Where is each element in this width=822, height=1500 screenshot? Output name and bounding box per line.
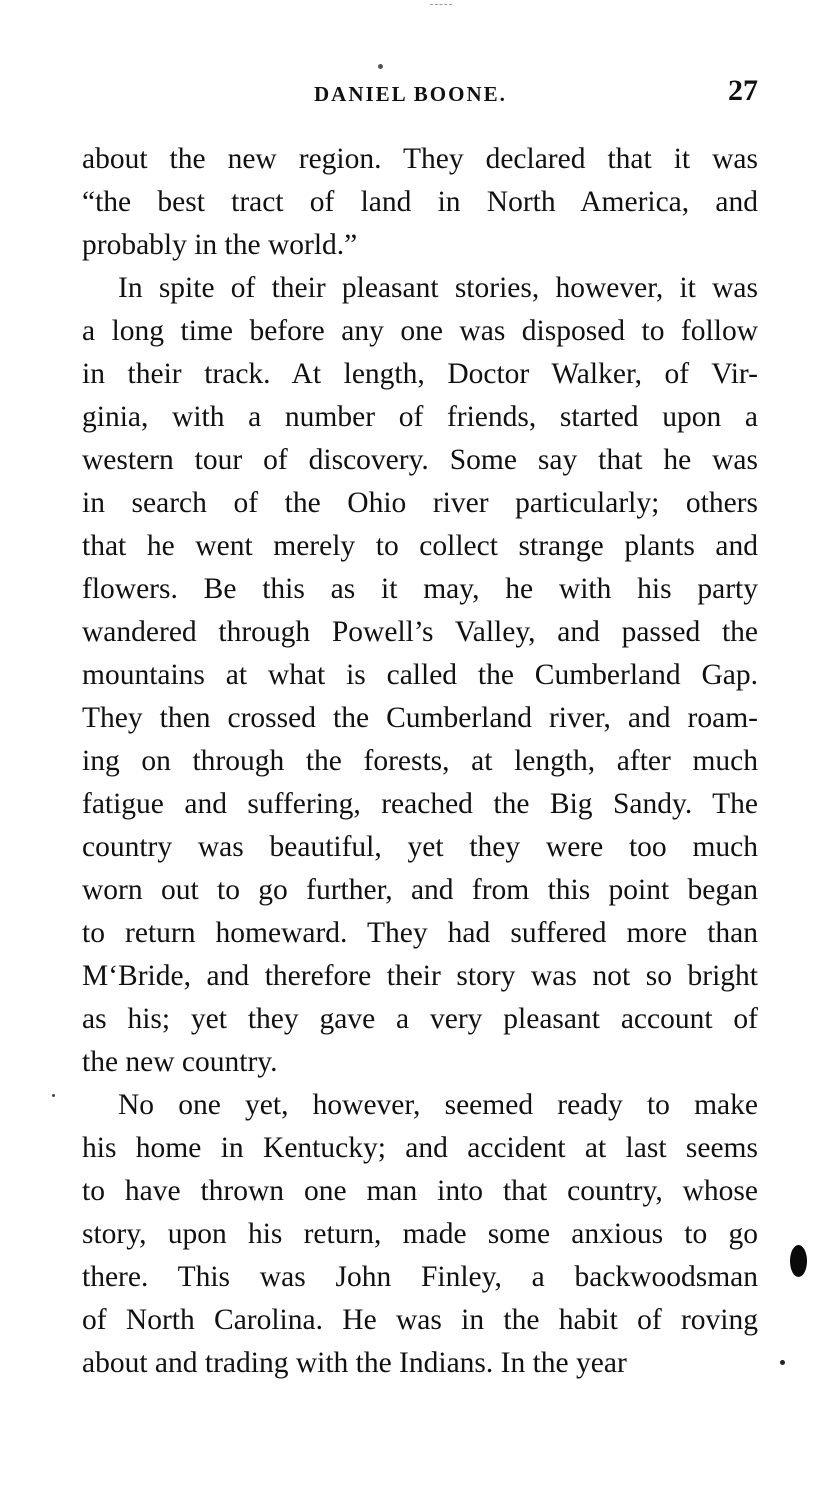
text-line: as his; yet they gave a very pleasant account of <box>82 1003 758 1035</box>
running-title: DANIEL BOONE. <box>314 82 507 106</box>
text-line: to return homeward. They had suffered more than <box>82 917 758 949</box>
ink-blot <box>790 1245 807 1277</box>
scan-speck <box>378 64 383 69</box>
text-line: probably in the world.” <box>82 229 358 261</box>
ink-dot <box>780 1360 785 1365</box>
text-line: in search of the Ohio river particularly; others <box>82 487 758 519</box>
text-line: that he went merely to collect strange plants and <box>82 530 758 562</box>
text-line: western tour of discovery. Some say that he was <box>82 444 758 476</box>
text-line: mountains at what is called the Cumberland Gap. <box>82 659 758 691</box>
body-text <box>82 138 758 1385</box>
text-line: about the new region. They declared that it was <box>82 143 758 175</box>
margin-speck <box>52 1094 55 1097</box>
text-line: fatigue and suffering, reached the Big Sandy. The <box>82 788 758 820</box>
text-line: the new country. <box>82 1046 278 1078</box>
text-line: story, upon his return, made some anxious to go <box>82 1218 758 1250</box>
text-line: “the best tract of land in North America, and <box>82 186 758 218</box>
text-line: wandered through Powell’s Valley, and passed the <box>82 616 758 648</box>
paragraph <box>82 1084 758 1385</box>
scan-artifact <box>430 4 452 7</box>
text-line: about and trading with the Indians. In the year <box>82 1347 627 1379</box>
text-line: of North Carolina. He was in the habit of roving <box>82 1304 758 1336</box>
text-line: his home in Kentucky; and accident at last seems <box>82 1132 758 1164</box>
running-head <box>82 72 758 116</box>
text-line: ing on through the forests, at length, after much <box>82 745 758 777</box>
text-line: in their track. At length, Doctor Walker, of Vir- <box>82 358 758 390</box>
paragraph <box>82 138 758 267</box>
text-line: there. This was John Finley, a backwoodsman <box>82 1261 758 1293</box>
text-line: No one yet, however, seemed ready to make <box>118 1089 758 1121</box>
text-line: worn out to go further, and from this point began <box>82 874 758 906</box>
text-line: ginia, with a number of friends, started upon a <box>82 401 758 433</box>
text-line: M‘Bride, and therefore their story was not so bright <box>82 960 758 992</box>
text-line: country was beautiful, yet they were too much <box>82 831 758 863</box>
text-line: a long time before any one was disposed to follow <box>82 315 758 347</box>
page-number: 27 <box>728 74 758 107</box>
paragraph <box>82 267 758 1084</box>
text-line: In spite of their pleasant stories, however, it was <box>118 272 758 304</box>
text-line: to have thrown one man into that country, whose <box>82 1175 758 1207</box>
text-line: They then crossed the Cumberland river, and roam- <box>82 702 758 734</box>
text-line: flowers. Be this as it may, he with his party <box>82 573 758 605</box>
